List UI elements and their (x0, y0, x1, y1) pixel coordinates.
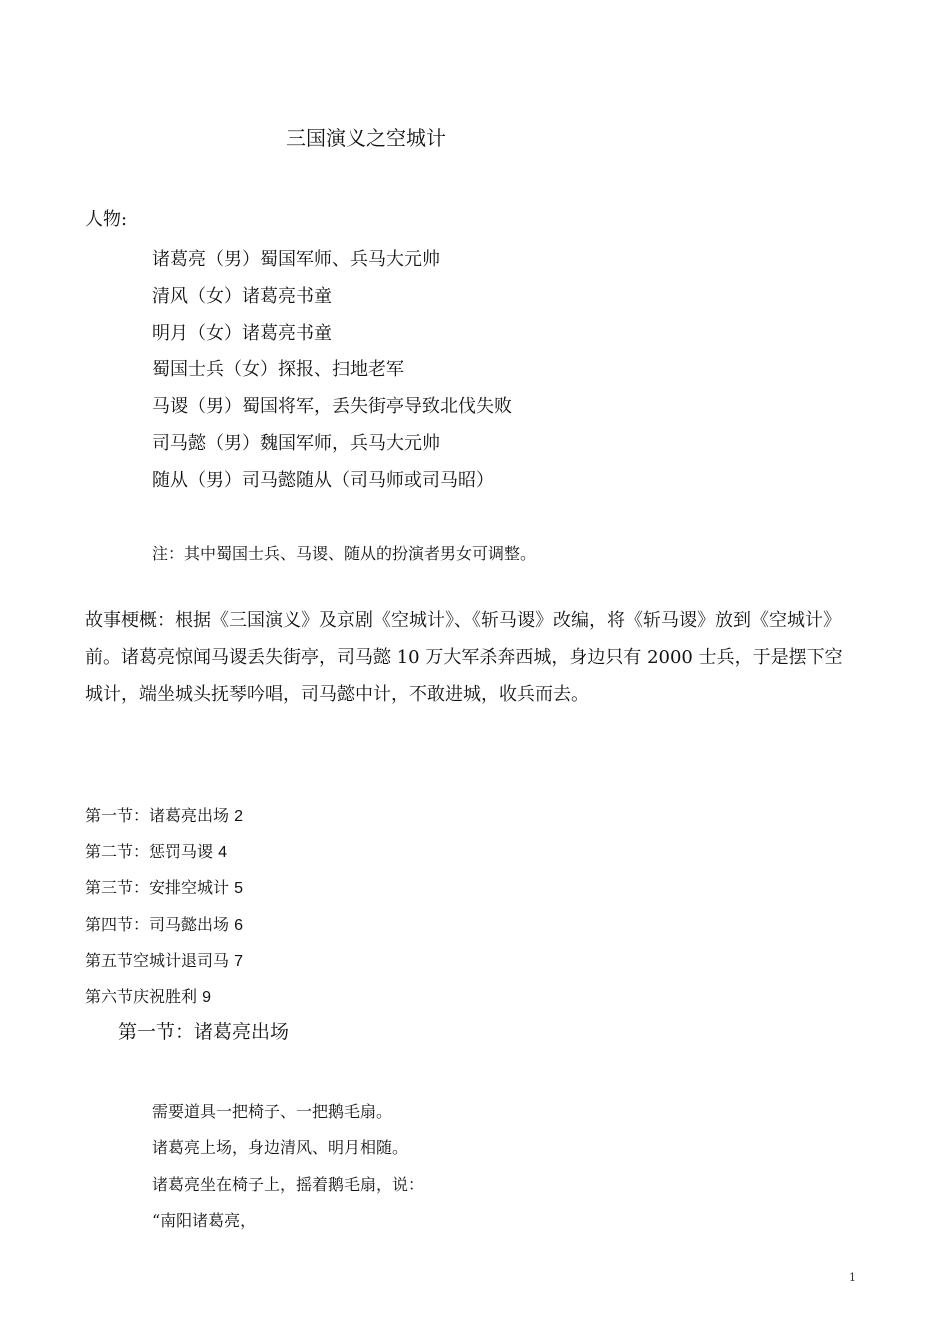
toc-entry[interactable] (85, 943, 243, 979)
body-line: 需要道具一把椅子、一把鹅毛扇。 (152, 1102, 393, 1121)
toc-entry-page: 6 (234, 916, 243, 934)
document-title: 三国演义之空城计 (286, 126, 446, 150)
toc-entry[interactable] (85, 979, 243, 1015)
toc-entry[interactable] (85, 907, 243, 943)
body-line: 诸葛亮坐在椅子上，摇着鹅毛扇，说： (152, 1174, 425, 1194)
toc-entry-page: 5 (234, 880, 243, 898)
toc-entry[interactable] (85, 870, 243, 906)
cast-note: 注：其中蜀国士兵、马谡、随从的扮演者男女可调整。 (152, 544, 537, 563)
cast-item: 蜀国士兵（女）探报、扫地老军 (152, 359, 404, 381)
toc-entry[interactable] (85, 798, 243, 834)
cast-list (152, 242, 512, 500)
section-title: 第一节：诸葛亮出场 (118, 1021, 290, 1043)
cast-item: 清风（女）诸葛亮书童 (152, 285, 332, 307)
toc-entry-label: 第一节：诸葛亮出场 (85, 806, 235, 825)
cast-item: 诸葛亮（男）蜀国军师、兵马大元帅 (152, 249, 440, 270)
cast-item: 马谡（男）蜀国将军，丢失街亭导致北伐失败 (152, 396, 512, 418)
table-of-contents (85, 798, 243, 1015)
page-number: 1 (849, 1271, 856, 1284)
body-line: 诸葛亮上场，身边清风、明月相随。 (152, 1138, 409, 1158)
body-line: “南阳诸葛亮， (152, 1210, 257, 1230)
toc-entry[interactable] (85, 834, 243, 870)
toc-entry-page: 4 (218, 844, 227, 862)
synopsis-paragraph: 故事梗概：根据《三国演义》及京剧《空城计》、《斩马谡》改编，将《斩马谡》放到《空城计》前。诸葛亮惊闻马谡丢失街亭，司马懿 10 万大军杀奔西城，身边只有 2000 士兵，于是摆下空城计，端坐城头抚琴吟唱，司马懿中计，不敢进城，收兵而去。 (85, 610, 843, 705)
toc-entry-label: 第二节：惩罚马谡 (85, 842, 219, 862)
cast-item: 明月（女）诸葛亮书童 (152, 322, 332, 344)
toc-entry-page: 7 (234, 952, 243, 970)
toc-entry-label: 第三节：安排空城计 (85, 878, 235, 898)
cast-item: 司马懿（男）魏国军师，兵马大元帅 (152, 432, 440, 454)
toc-entry-label: 第五节空城计退司马 (85, 950, 235, 970)
toc-entry-label: 第六节庆祝胜利 (85, 986, 203, 1006)
section-body (152, 1094, 424, 1239)
toc-entry-label: 第四节：司马懿出场 (85, 914, 235, 934)
toc-entry-page: 9 (202, 988, 211, 1006)
cast-item: 随从（男）司马懿随从（司马师或司马昭） (152, 469, 494, 491)
cast-heading: 人物: (85, 209, 128, 230)
toc-entry-page: 2 (234, 808, 243, 825)
